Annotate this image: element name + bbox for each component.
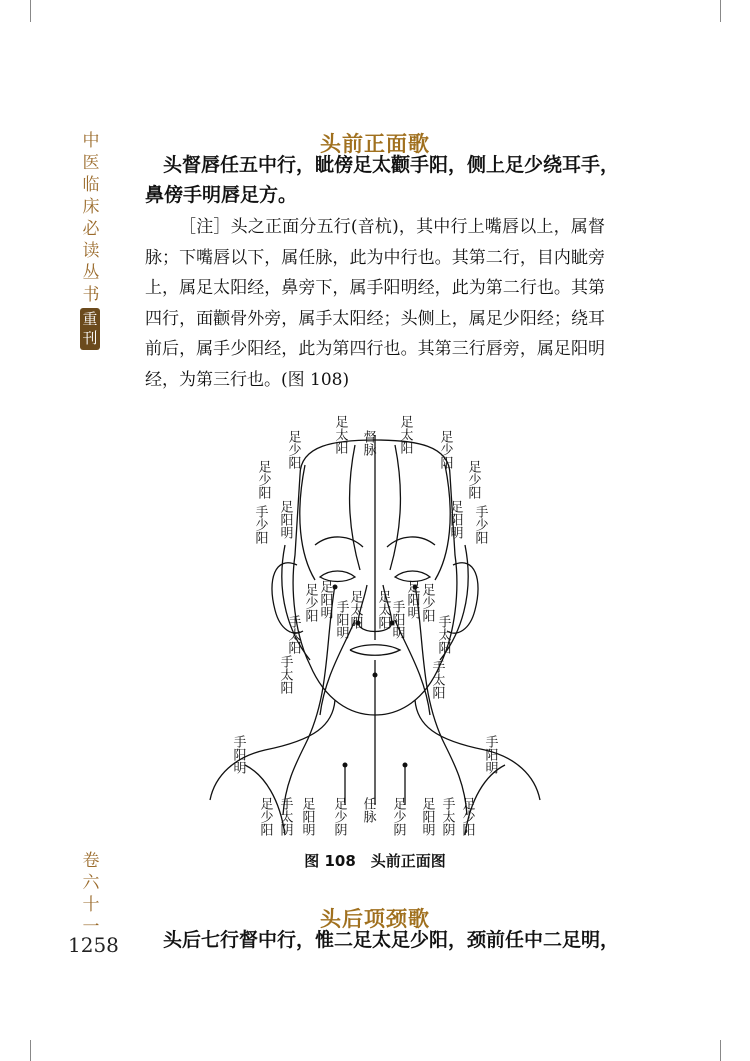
label-shou-tai-yang-lower-left: 手太阳 <box>277 655 293 694</box>
label-zu-yang-ming-mid-right: 足阳明 <box>404 580 420 619</box>
label-zu-shao-yin-left: 足少阴 <box>331 797 347 836</box>
verse-line-2: 鼻傍手明唇足方。 <box>145 184 298 206</box>
verse2-line-1: 头后七行督中行，惟二足太足少阳，颈前任中二足明， <box>163 929 620 951</box>
label-shou-yang-ming-mid-right: 手阳明 <box>389 600 405 639</box>
label-shou-tai-yin-left: 手太阴 <box>277 797 293 836</box>
series-title: 中 医 临 床 必 读 丛 书 重 刊 <box>80 130 102 350</box>
head-front-meridian-diagram <box>205 405 545 845</box>
label-zu-shao-yang-bottom-right: 足少阳 <box>459 797 475 836</box>
zu-tai-yang-right-line <box>390 445 400 570</box>
reissue-badge: 重 刊 <box>80 308 100 350</box>
zu-shao-yang-left-line <box>300 465 315 580</box>
zu-tai-yang-left-line <box>350 445 360 570</box>
page-number: 1258 <box>68 933 119 957</box>
label-zu-yang-ming-bottom-left: 足阳明 <box>299 797 315 836</box>
commentary-note: ［注］头之正面分五行(音杭)，其中行上嘴唇以上，属督脉；下嘴唇以下，属任脉，此为中行也。其第二行，目内眦旁上，属足太阳经，鼻旁下，属手阳明经，此为第二行也。其第四行，面颧骨外旁，属手太阳经；头侧上，属足少阳经；绕耳前后，属手少阳经，此为第四行也。其第三行唇旁，属足阳明经，为第三行也。(图 108) <box>145 217 605 390</box>
label-zu-yang-ming-upper-left: 足阳明 <box>277 500 293 539</box>
label-zu-shao-yang-upper-right: 足少阳 <box>437 430 453 469</box>
label-zu-shao-yang-bottom-left: 足少阳 <box>257 797 273 836</box>
label-zu-shao-yang-left: 足少阳 <box>255 460 271 499</box>
label-shou-yang-ming-right: 手阳明 <box>482 735 498 774</box>
label-ren-mai: 任脉 <box>360 797 376 823</box>
label-zu-shao-yang-mid-left: 足少阳 <box>302 583 318 622</box>
label-shou-yang-ming-mid-left: 手阳明 <box>333 600 349 639</box>
section-title-front-head: 头前正面歌 <box>320 131 430 156</box>
label-shou-tai-yin-right: 手太阴 <box>439 797 455 836</box>
label-zu-tai-yang-mid-left: 足太阳 <box>347 590 363 629</box>
label-du-mai: 督脉 <box>360 430 376 456</box>
label-shou-yang-ming-left: 手阳明 <box>230 735 246 774</box>
label-zu-tai-yang-right: 足太阳 <box>397 415 413 454</box>
figure-caption: 图 108 头前正面图 <box>304 852 446 870</box>
section-title-back-head: 头后项颈歌 <box>320 906 430 931</box>
right-ear <box>447 563 478 633</box>
label-zu-shao-yang-mid-right: 足少阳 <box>419 583 435 622</box>
label-zu-shao-yang-upper-left: 足少阳 <box>285 430 301 469</box>
label-zu-yang-ming-mid-left: 足阳明 <box>317 580 333 619</box>
left-eyebrow <box>315 537 363 547</box>
right-eyebrow <box>387 537 435 547</box>
label-zu-shao-yang-right: 足少阳 <box>465 460 481 499</box>
label-shou-shao-yang-left: 手少阳 <box>252 505 268 544</box>
label-shou-tai-yang-upper-right: 手太阳 <box>435 615 451 654</box>
label-zu-tai-yang-left: 足太阳 <box>332 415 348 454</box>
label-zu-yang-ming-bottom-right: 足阳明 <box>419 797 435 836</box>
verse-line-1: 头督唇任五中行，眦傍足太颧手阳，侧上足少绕耳手， <box>163 154 620 176</box>
label-zu-yang-ming-upper-right: 足阳明 <box>447 500 463 539</box>
label-shou-tai-yang-upper-left: 手太阳 <box>285 615 301 654</box>
label-zu-tai-yang-mid-right: 足太阳 <box>375 590 391 629</box>
label-shou-tai-yang-lower-right: 手太阳 <box>429 660 445 699</box>
mouth <box>350 645 400 656</box>
label-zu-shao-yin-right: 足少阴 <box>390 797 406 836</box>
volume-label: 卷 六 十 一 <box>82 851 100 937</box>
label-shou-shao-yang-right: 手少阳 <box>472 505 488 544</box>
